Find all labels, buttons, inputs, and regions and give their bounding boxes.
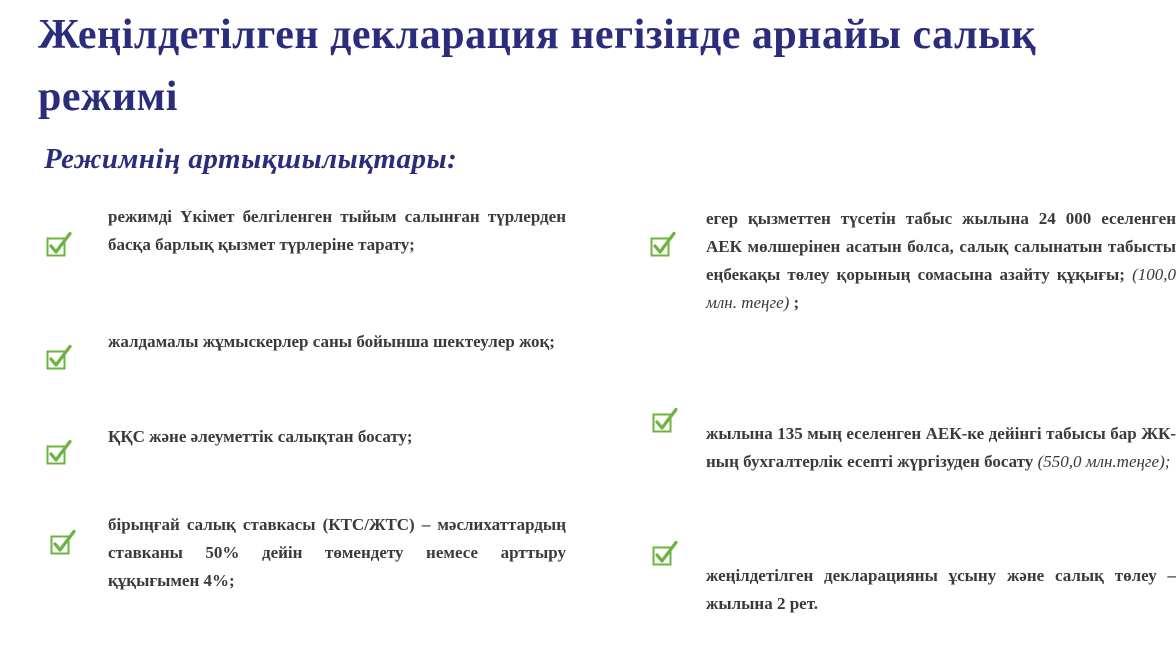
advantage-item: ҚҚС және әлеуметтік салықтан босату; xyxy=(108,427,413,446)
advantage-item: бірыңғай салық ставкасы (КТС/ЖТС) – мәслихаттардың ставканы 50% дейін төмендету немесе арттыру құқығымен 4%; xyxy=(108,515,566,590)
advantage-item-tail: ; xyxy=(789,293,800,312)
checkbox-checked-icon xyxy=(652,541,678,567)
checkbox-checked-icon xyxy=(46,232,72,258)
checkbox-checked-icon xyxy=(650,232,676,258)
advantage-item-text: жеңілдетілген декларацияны ұсыну және салық төлеу – жылына 2 рет. xyxy=(706,566,1176,613)
advantage-item xyxy=(706,205,1176,317)
right-column xyxy=(706,205,1176,663)
checkbox-checked-icon xyxy=(46,440,72,466)
checkbox-checked-icon xyxy=(652,408,678,434)
advantage-item: режимді Үкімет белгіленген тыйым салынған түрлерден басқа барлық қызмет түрлеріне тарату; xyxy=(108,207,566,254)
advantage-item-text: жылына 135 мың еселенген АЕК-ке дейінгі табысы бар ЖК-ның бухгалтерлік есепті жүргізуден босату xyxy=(706,424,1176,471)
checkbox-checked-icon xyxy=(50,530,76,556)
advantage-item-note: (550,0 млн.теңге); xyxy=(1037,452,1171,471)
advantage-item-text: егер қызметтен түсетін табыс жылына 24 000 еселенген АЕК мөлшерінен асатын болса, салық салынатын табысты еңбекақы төлеу қорының сомасына азайту құқығы; xyxy=(706,209,1176,284)
advantage-item-note: (100,0 млн. теңге) xyxy=(706,265,1176,312)
page-title: Жеңілдетілген декларация негізінде арнайы салық режимі xyxy=(38,12,1037,120)
advantage-item: жалдамалы жұмыскерлер саны бойынша шектеулер жоқ; xyxy=(108,332,555,351)
advantages-heading: Режимнің артықшылықтары: xyxy=(44,143,458,175)
advantage-item xyxy=(706,420,1176,476)
advantage-item xyxy=(706,562,1176,618)
checkbox-checked-icon xyxy=(46,345,72,371)
